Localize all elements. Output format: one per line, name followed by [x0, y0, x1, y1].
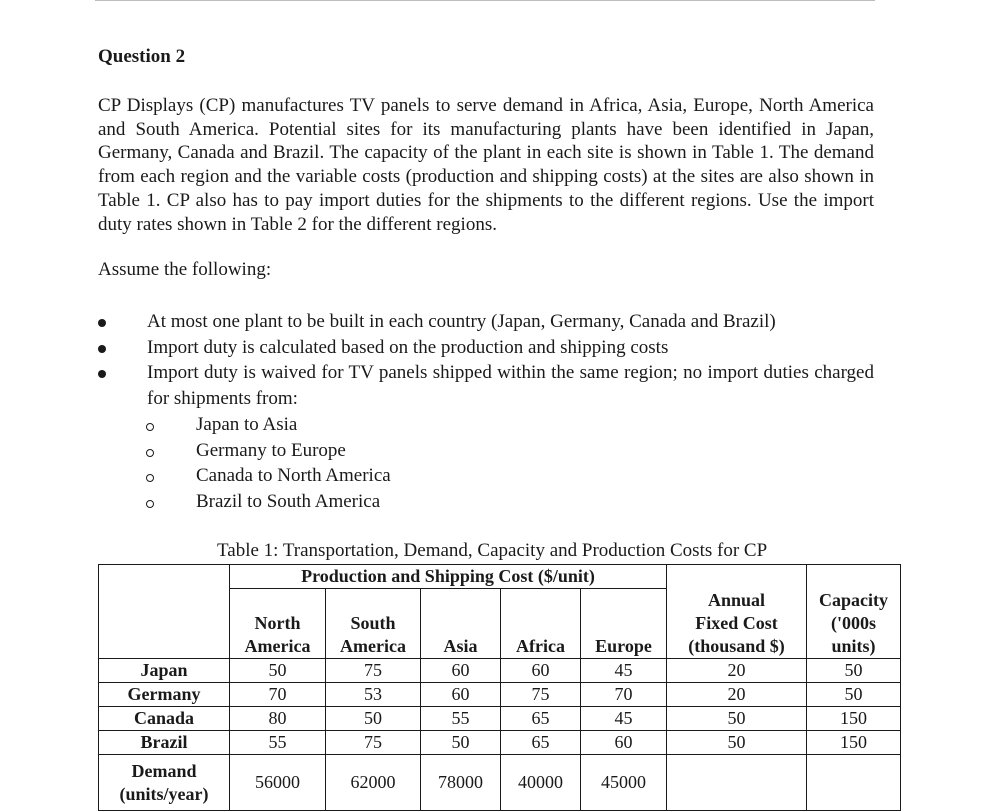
- table-row: Germany 70 53 60 75 70 20 50: [99, 683, 901, 707]
- sub-list-item: Japan to Asia: [98, 412, 874, 438]
- col-header-europe: Europe: [581, 589, 667, 659]
- bullet-icon: [98, 319, 106, 327]
- list-item: At most one plant to be built in each country (Japan, Germany, Canada and Brazil): [98, 309, 874, 335]
- col-header-north-america: North America: [230, 589, 326, 659]
- group-header: Production and Shipping Cost ($/unit): [230, 565, 667, 589]
- col-header-capacity: Capacity ('000s units): [807, 565, 901, 659]
- col-header-asia: Asia: [421, 589, 501, 659]
- circle-bullet-icon: [146, 449, 154, 457]
- col-header-south-america: South America: [326, 589, 421, 659]
- sub-list-item: Brazil to South America: [98, 489, 874, 515]
- sub-list-item: Germany to Europe: [98, 438, 874, 464]
- top-rule: [95, 0, 875, 3]
- cost-table: [98, 564, 901, 811]
- col-header-fixed-cost: Annual Fixed Cost (thousand $): [667, 565, 807, 659]
- demand-row: Demand (units/year) 56000 62000 78000 40000 45000: [99, 755, 901, 811]
- list-item: Import duty is waived for TV panels shipped within the same region; no import duties charged for shipments from:: [98, 360, 874, 412]
- table-row: Japan 50 75 60 60 45 20 50: [99, 659, 901, 683]
- circle-bullet-icon: [146, 474, 154, 482]
- assumption-list: [98, 309, 874, 514]
- circle-bullet-icon: [146, 500, 154, 508]
- table-row: Brazil 55 75 50 65 60 50 150: [99, 731, 901, 755]
- sub-list-item: Canada to North America: [98, 463, 874, 489]
- table-row: Canada 80 50 55 65 45 50 150: [99, 707, 901, 731]
- col-header-africa: Africa: [501, 589, 581, 659]
- assume-label: Assume the following:: [98, 259, 272, 280]
- table-corner: [99, 565, 230, 659]
- bullet-icon: [98, 345, 106, 353]
- bullet-icon: [98, 370, 106, 378]
- question-paragraph: CP Displays (CP) manufactures TV panels to serve demand in Africa, Asia, Europe, North America and South America. Potential sites for its manufacturing plants have been identified in Japan, Germany, Canada and Brazil. The capacity of the plant in each site is shown in Table 1. The demand from each region and the variable costs (production and shipping costs) at the sites are also shown in Table 1. CP also has to pay import duties for the shipments to the different regions. Use the import duty rates shown in Table 2 for the different regions.: [98, 95, 874, 235]
- list-item: Import duty is calculated based on the production and shipping costs: [98, 335, 874, 361]
- table-caption: Table 1: Transportation, Demand, Capacity and Production Costs for CP: [217, 540, 768, 561]
- circle-bullet-icon: [146, 423, 154, 431]
- question-title: Question 2: [98, 46, 186, 67]
